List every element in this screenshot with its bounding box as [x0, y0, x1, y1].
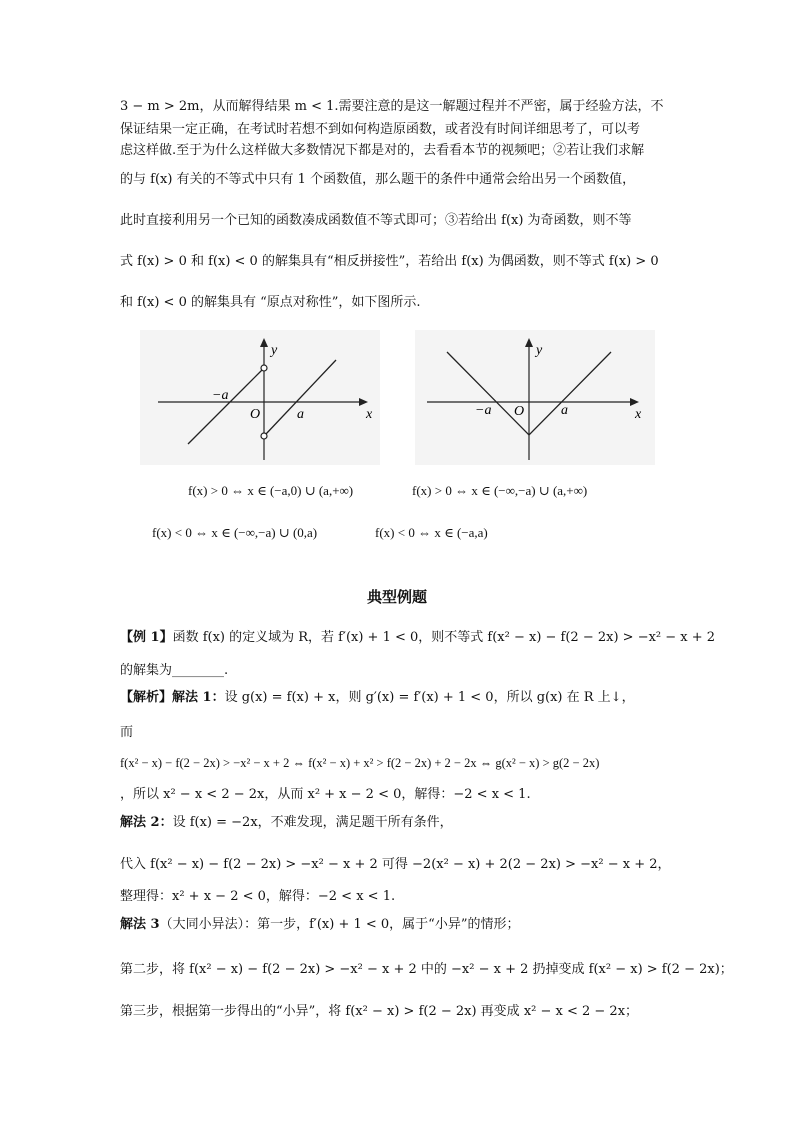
- method-2-line-1: [120, 814, 453, 832]
- method-3-line-1: [120, 916, 519, 934]
- solution-line-4: ，所以 x² − x < 2 − 2x，从而 x² + x − 2 < 0，解得：−2 < x < 1.: [120, 787, 531, 802]
- method-2-line-2: 代入 f(x² − x) − f(2 − 2x) > −x² − x + 2 可得 −2(x² − x) + 2(2 − 2x) > −x² − x + 2，: [120, 857, 671, 872]
- odd-function-graph: [140, 330, 380, 465]
- odd-origin-label: O: [250, 407, 261, 422]
- odd-x-label: x: [366, 407, 373, 422]
- intro-line-2: 保证结果一定正确，在考试时若想不到如何构造原函数，或者没有时间详细思考了，可以考: [120, 122, 641, 137]
- even-a-label: a: [561, 403, 568, 418]
- odd-neg-a-label: −a: [212, 388, 229, 403]
- even-neg-a-label: −a: [475, 403, 492, 418]
- method-3-text-1: （大同小异法）：第一步，f′(x) + 1 < 0，属于“小异”的情形；: [159, 917, 520, 932]
- even-origin-label: O: [514, 404, 525, 419]
- caption-even-positive: f(x) > 0 ⇔ x ∈ (−∞,−a) ∪ (a,+∞): [412, 483, 588, 498]
- solution-label: 【解析】解法 1：: [120, 690, 225, 705]
- solution-line-3: f(x² − x) − f(2 − 2x) > −x² − x + 2 ⇔ f(x² − x) + x² > f(2 − 2x) + 2 − 2x ⇔ g(x² − x) > g(2 − 2x): [120, 756, 600, 770]
- intro-line-4: 的与 f(x) 有关的不等式中只有 1 个函数值，那么题干的条件中通常会给出另一个函数值，: [120, 172, 636, 187]
- even-function-graph: [415, 330, 655, 465]
- method-3-line-2: 第二步，将 f(x² − x) − f(2 − 2x) > −x² − x + 2 中的 −x² − x + 2 扔掉变成 f(x² − x) > f(2 − 2x)；: [120, 962, 733, 977]
- even-x-label: x: [635, 407, 642, 422]
- example-line-2: 的解集为________.: [120, 663, 229, 678]
- method-2-text-1: 设 f(x) = −2x，不难发现，满足题干所有条件，: [172, 815, 453, 830]
- caption-even-negative: f(x) < 0 ⇔ x ∈ (−a,a): [375, 525, 488, 540]
- intro-line-7: 和 f(x) < 0 的解集具有 “原点对称性”，如下图所示.: [120, 295, 421, 310]
- caption-odd-negative: f(x) < 0 ⇔ x ∈ (−∞,−a) ∪ (0,a): [152, 525, 318, 540]
- method-3-line-3: 第三步，根据第一步得出的“小异”，将 f(x² − x) > f(2 − 2x) 再变成 x² − x < 2 − 2x；: [120, 1004, 639, 1019]
- method-2-line-3: 整理得：x² + x − 2 < 0，解得：−2 < x < 1.: [120, 889, 396, 904]
- intro-line-5: 此时直接利用另一个已知的函数凑成函数值不等式即可；③若给出 f(x) 为奇函数，则不等: [120, 213, 632, 228]
- solution-text-1: 设 g(x) = f(x) + x，则 g′(x) = f′(x) + 1 < 0，所以 g(x) 在 R 上↓，: [224, 690, 635, 705]
- method-2-label: 解法 2：: [120, 815, 173, 830]
- example-label: 【例 1】: [120, 630, 173, 645]
- solution-line-2: 而: [120, 725, 134, 740]
- intro-line-6: 式 f(x) > 0 和 f(x) < 0 的解集具有“相反拼接性”，若给出 f(x) 为偶函数，则不等式 f(x) > 0: [120, 254, 659, 269]
- odd-y-label: y: [271, 343, 278, 358]
- odd-a-label: a: [297, 407, 304, 422]
- section-title: 典型例题: [366, 588, 427, 606]
- method-3-label: 解法 3: [120, 917, 160, 932]
- intro-line-3: 虑这样做.至于为什么这样做大多数情况下都是对的，去看看本节的视频吧；②若让我们求解: [120, 143, 645, 158]
- even-y-label: y: [536, 343, 543, 358]
- example-line-1: [120, 629, 715, 647]
- caption-odd-positive: f(x) > 0 ⇔ x ∈ (−a,0) ∪ (a,+∞): [188, 483, 354, 498]
- solution-line-1: [120, 689, 635, 707]
- example-text-1: 函数 f(x) 的定义域为 R，若 f′(x) + 1 < 0，则不等式 f(x² − x) − f(2 − 2x) > −x² − x + 2: [172, 630, 716, 645]
- intro-line-1: 3 − m > 2m，从而解得结果 m < 1.需要注意的是这一解题过程并不严密，属于经验方法，不: [120, 99, 664, 114]
